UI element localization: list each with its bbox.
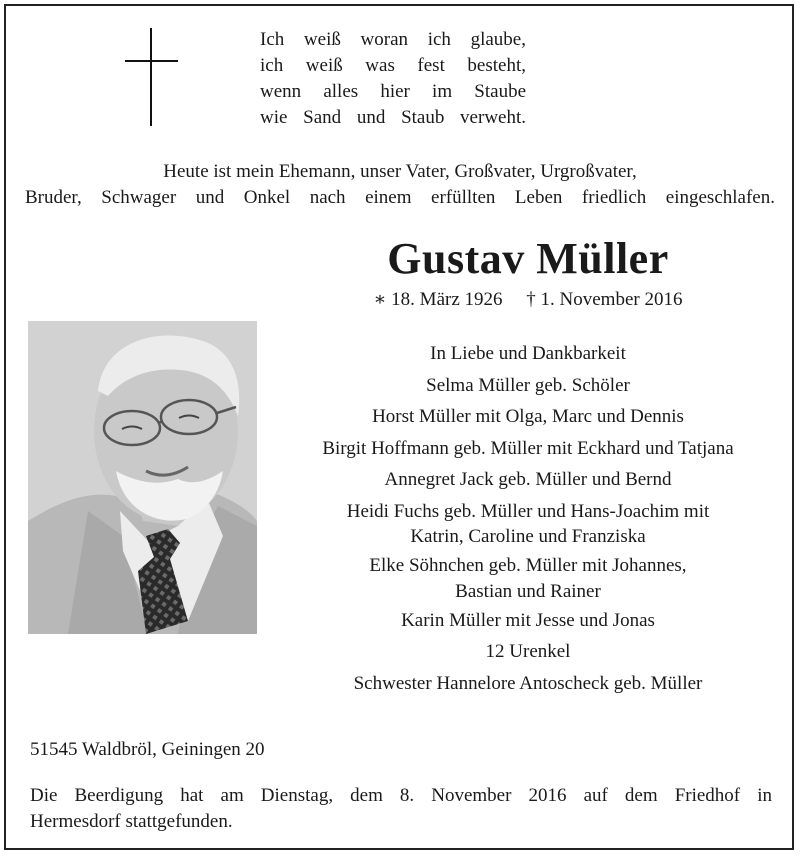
announcement-line: Bruder, Schwager und Onkel nach einem erfüllten Leben friedlich eingeschlafen.: [25, 187, 775, 208]
portrait-photo: [28, 321, 257, 634]
mourner-line: Heidi Fuchs geb. Müller und Hans-Joachim mit: [346, 500, 710, 522]
mourner-line: Elke Söhnchen geb. Müller mit Johannes,: [369, 555, 687, 576]
funeral-line: Hermesdorf stattgefunden.: [30, 811, 233, 832]
verse-line: wenn alles hier im Staube: [260, 81, 526, 102]
deceased-name: Gustav Müller: [387, 234, 669, 283]
verse-line: Ich weiß woran ich glaube,: [260, 29, 526, 50]
funeral-line: Die Beerdigung hat am Dienstag, dem 8. November 2016 auf dem Friedhof in: [30, 785, 772, 806]
mourner-line: Katrin, Caroline und Franziska: [410, 526, 646, 547]
verse-line: ich weiß was fest besteht,: [260, 55, 526, 76]
verse-line: wie Sand und Staub verweht.: [260, 107, 526, 128]
announcement-line: Heute ist mein Ehemann, unser Vater, Großvater, Urgroßvater,: [163, 161, 637, 182]
mourner-line: Annegret Jack geb. Müller und Bernd: [384, 469, 672, 490]
cross-horizontal-bar: [125, 60, 178, 62]
mourner-line: 12 Urenkel: [485, 641, 571, 662]
mourner-line: Selma Müller geb. Schöler: [426, 374, 630, 396]
mourner-line: Birgit Hoffmann geb. Müller mit Eckhard und Tatjana: [322, 437, 734, 459]
life-dates: ∗ 18. März 1926 † 1. November 2016: [373, 289, 683, 310]
mourner-line: Schwester Hannelore Antoscheck geb. Müller: [353, 672, 703, 694]
mourner-line: Karin Müller mit Jesse und Jonas: [401, 609, 655, 631]
cross-vertical-bar: [150, 28, 152, 126]
mourner-line: Bastian und Rainer: [455, 580, 601, 602]
mourner-line: In Liebe und Dankbarkeit: [430, 343, 626, 364]
announcement-text: [25, 159, 775, 211]
mourners-list: [280, 338, 776, 699]
address: 51545 Waldbröl, Geiningen 20: [30, 739, 265, 760]
mourner-line: Horst Müller mit Olga, Marc und Dennis: [372, 406, 684, 427]
portrait-illustration: [28, 321, 257, 634]
verse: [260, 27, 526, 131]
funeral-notice: [30, 783, 772, 835]
